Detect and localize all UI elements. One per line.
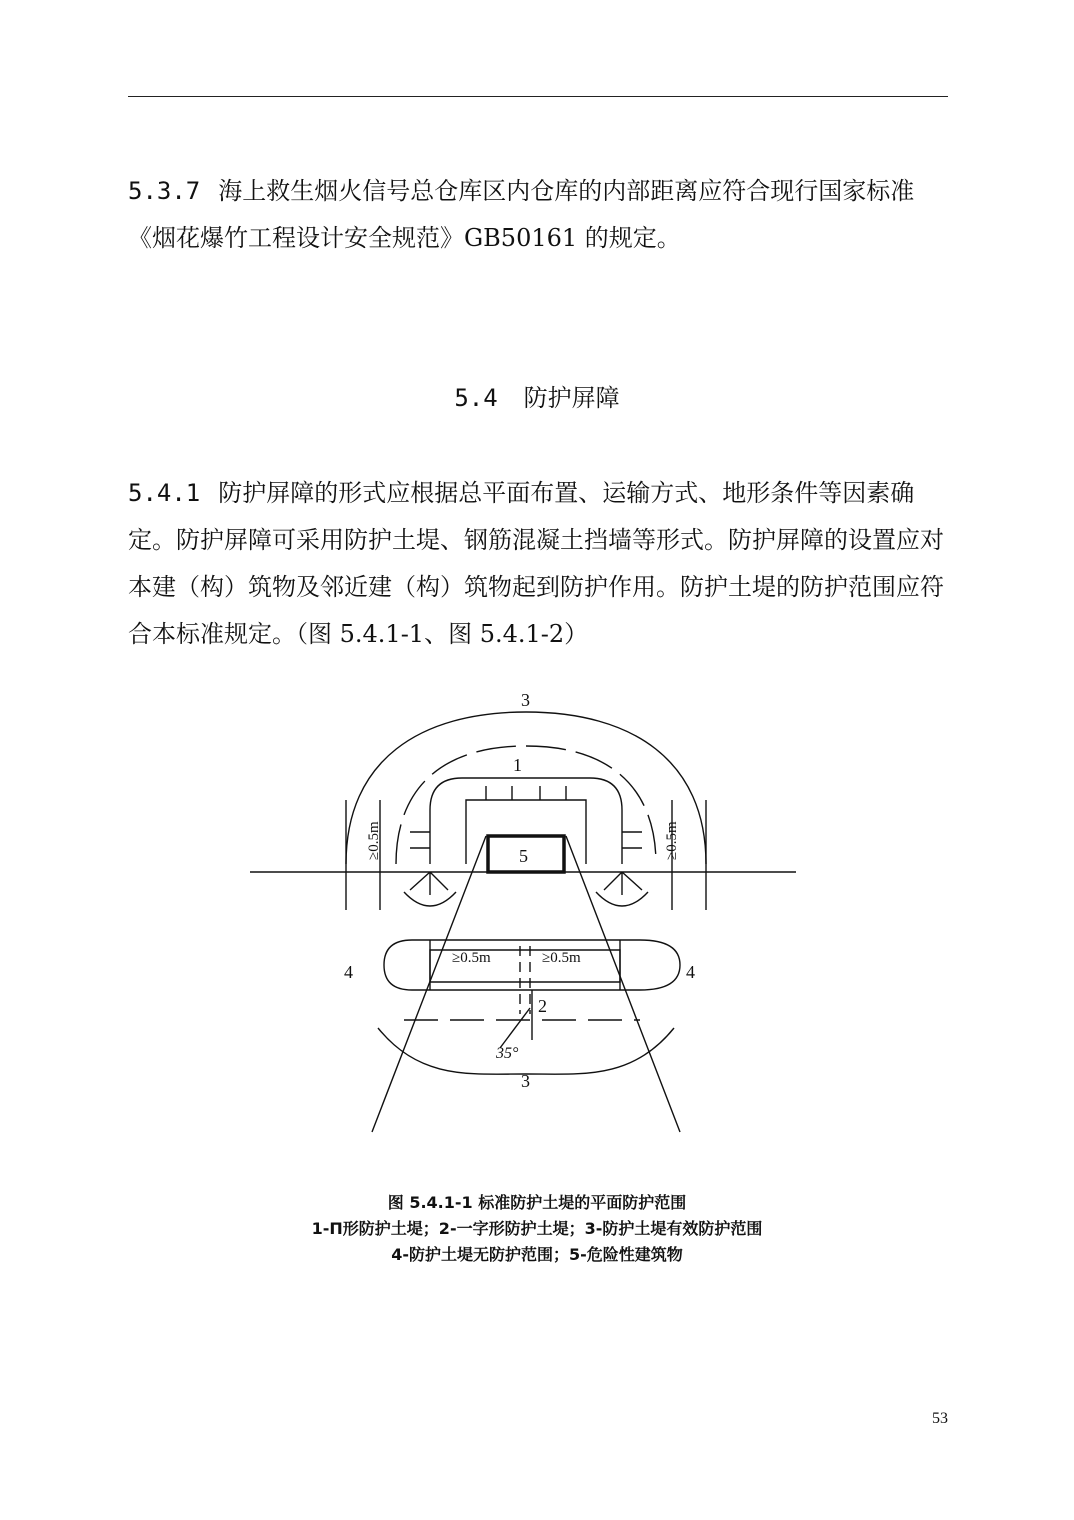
label-2: 2 [538,996,547,1016]
label-bottom-3: 3 [521,1071,530,1091]
section-number: 5.4 [454,384,498,412]
clause-text: 海上救生烟火信号总仓库区内仓库的内部距离应符合现行国家标准《烟花爆竹工程设计安全规范》GB50161 的规定。 [128,177,915,252]
clause-number: 5.3.7 [128,177,201,205]
label-1: 1 [513,755,522,775]
label-angle: 35° [496,1045,519,1062]
embankment-diagram [240,680,800,1150]
label-mid-right-dim: ≥0.5m [542,950,581,966]
figure-protective-embankment [240,680,800,1150]
label-right-dim: ≥0.5m [664,821,680,860]
paragraph-5-4-1 [128,470,948,658]
figure-caption-legend-1: 1-Π形防护土堤；2-一字形防护土堤；3-防护土堤有效防护范围 [311,1219,763,1238]
page-number: 53 [932,1410,948,1427]
figure-caption-title: 图 5.4.1-1 标准防护土堤的平面防护范围 [387,1193,687,1212]
label-top-3: 3 [521,690,530,710]
bottom-range-arc [378,1028,674,1074]
label-right-4: 4 [686,962,695,982]
label-5: 5 [519,846,528,866]
section-title: 防护屏障 [523,384,620,412]
label-left-dim: ≥0.5m [366,821,382,860]
header-rule [128,96,948,97]
clause-number: 5.4.1 [128,479,201,507]
label-left-4: 4 [344,962,353,982]
paragraph-5-3-7 [128,168,948,262]
label-mid-left-dim: ≥0.5m [452,950,491,966]
clause-text: 防护屏障的形式应根据总平面布置、运输方式、地形条件等因素确定。防护屏障可采用防护土堤、钢筋混凝土挡墙等形式。防护屏障的设置应对本建（构）筑物及邻近建（构）筑物起到防护作用。防护土堤的防护范围应符合本标准规定。（图 5.4.1-1、图 5.4.1-2） [128,479,944,648]
figure-caption-legend-2: 4-防护土堤无防护范围；5-危险性建筑物 [391,1245,683,1264]
section-heading [0,378,1074,418]
